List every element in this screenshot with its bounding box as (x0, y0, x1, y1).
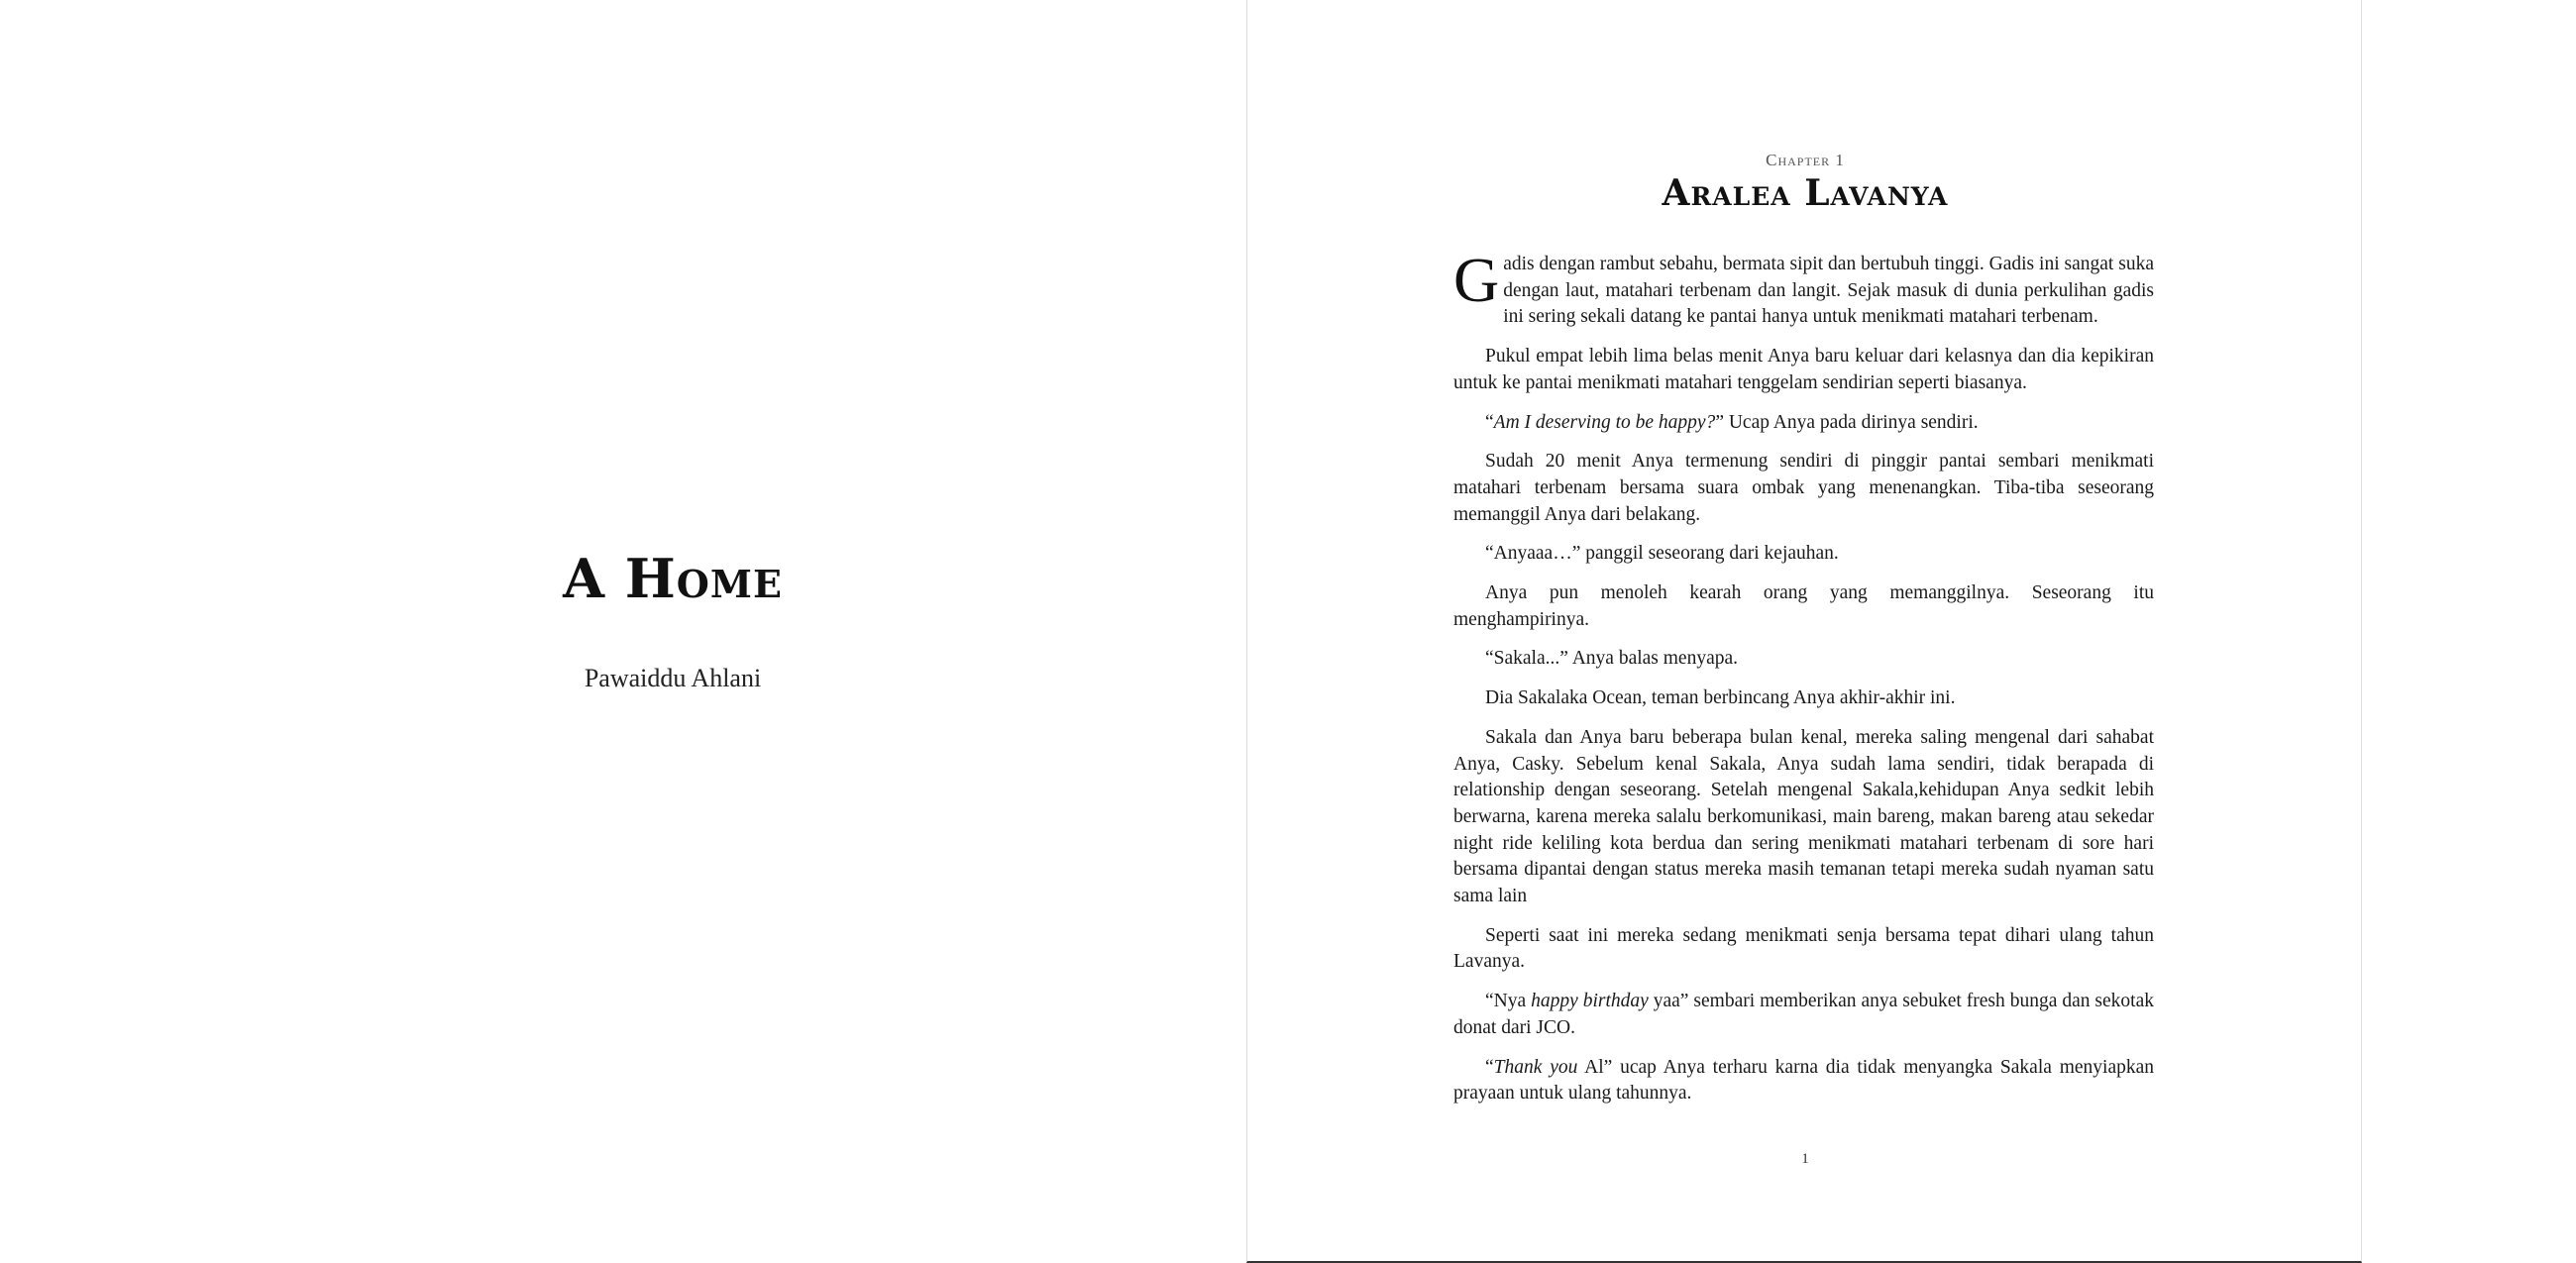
italic-phrase: happy birthday (1531, 991, 1649, 1012)
chapter-page (1246, 0, 2362, 1263)
paragraph-text: Al” ucap Anya terharu karna dia tidak menyangka Sakala menyiapkan prayaan untuk ulang tahunnya. (1453, 1056, 2155, 1105)
paragraph: Seperti saat ini mereka sedang menikmati senja bersama tepat dihari ulang tahun Lavanya. (1453, 924, 2154, 973)
italic-phrase: Thank you (1493, 1056, 1578, 1078)
paragraph (1453, 245, 2154, 331)
paragraph: Pukul empat lebih lima belas menit Anya baru keluar dari kelasnya dan dia kepikiran untuk ke pantai menikmati matahari tenggelam sendirian seperti biasanya. (1453, 346, 2154, 393)
paragraph-text: adis dengan rambut sebahu, bermata sipit dan bertubuh tinggi. Gadis ini sangat suka dengan laut, matahari terbenam dan langit. Sejak masuk di dunia perkulihan gadis ini sering sekali datang ke pantai hanya untuk menikmati matahari terbenam. (1503, 254, 2154, 328)
italic-phrase: Am I deserving to be happy? (1493, 411, 1716, 433)
paragraph (1453, 989, 2154, 1041)
chapter-title: Aralea Lavanya (1662, 172, 1949, 214)
paragraph-text: “ (1485, 1056, 1494, 1078)
paragraph: Sudah 20 menit Anya termenung sendiri di pinggir pantai sembari menikmati matahari terbenam bersama suara ombak yang menenangkan. Tiba-tiba seseorang memanggil Anya dari belakang. (1453, 451, 2154, 525)
drop-cap: G (1453, 245, 1500, 315)
book-title: A Home (563, 547, 783, 610)
chapter-label: Chapter 1 (1766, 151, 1845, 169)
chapter-body (1453, 245, 2155, 1120)
paragraph-text: yaa” sembari memberikan anya sebuket fresh bunga dan sekotak donat dari JCO. (1453, 991, 2155, 1038)
book-author: Pawaiddu Ahlani (584, 664, 762, 692)
paragraph: Dia Sakalaka Ocean, teman berbincang Anya akhir-akhir ini. (1485, 687, 1956, 709)
paragraph-text: ” Ucap Anya pada dirinya sendiri. (1715, 411, 1979, 433)
paragraph-text: “Nya (1485, 991, 1532, 1012)
paragraph: Anya pun menoleh kearah orang yang memanggilnya. Seseorang itu menghampirinya. (1453, 582, 2154, 630)
paragraph-text: “ (1485, 411, 1494, 433)
paragraph (1453, 410, 2154, 437)
paragraph: “Anyaaa…” panggil seseorang dari kejauhan. (1485, 543, 1839, 565)
page-number: 1 (1801, 1151, 1809, 1167)
title-page (0, 0, 1246, 1263)
paragraph (1453, 1055, 2154, 1107)
paragraph: “Sakala...” Anya balas menyapa. (1485, 648, 1739, 670)
paragraph: Sakala dan Anya baru beberapa bulan kenal, mereka saling mengenal dari sahabat Anya, Casky. Sebelum kenal Sakala, Anya sudah lama sendiri, tidak berapada di relationship dengan seseorang. Setelah mengenal Sakala,kehidupan Anya sedkit lebih berwarna, karena mereka salalu berkomunikasi, main bareng, makan bareng atau sekedar night ride keliling kota berdua dan sering menikmati matahari terbenam di sore hari bersama dipantai dengan status mereka masih temanan tetapi mereka sudah nyaman satu sama lain (1453, 726, 2154, 907)
